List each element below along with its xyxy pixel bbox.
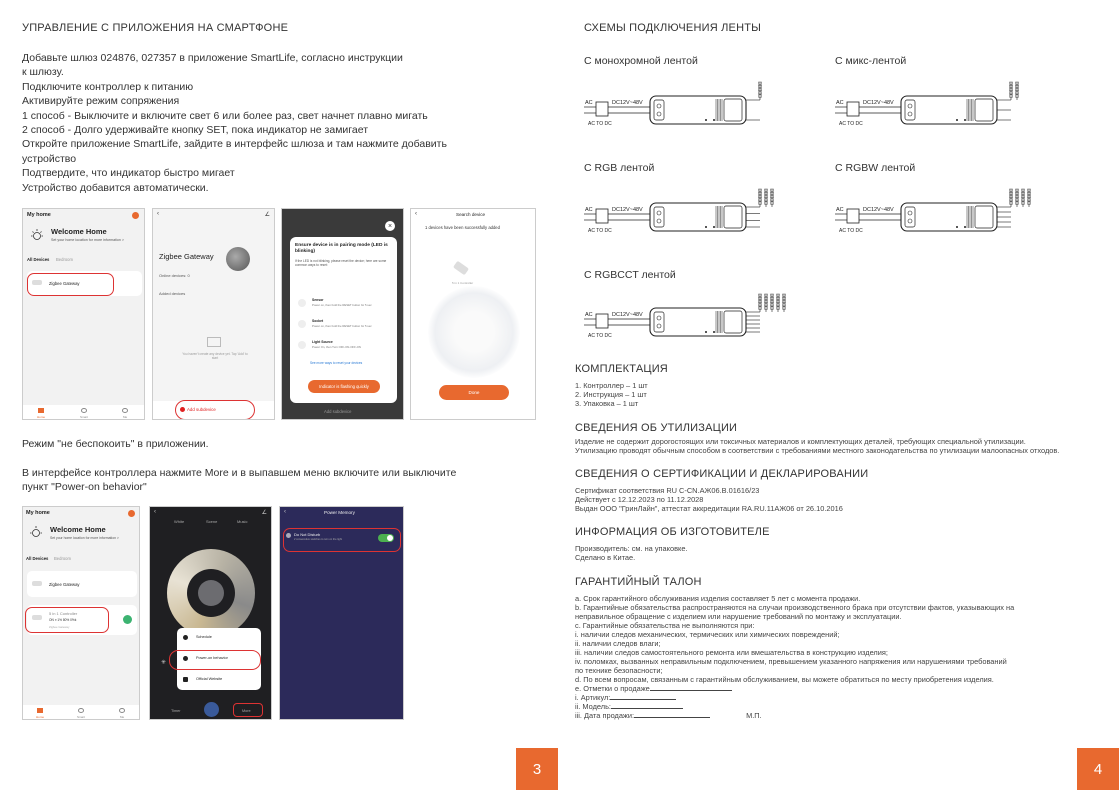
warranty-line: неправильное обращение с изделием или нарушение требований по монтажу и эксплуатации. xyxy=(575,612,902,621)
wiring-svg xyxy=(584,78,794,138)
more-instructions xyxy=(22,466,456,495)
blank-line[interactable] xyxy=(611,708,683,709)
ac-label: AC xyxy=(836,207,844,213)
screenshot-home xyxy=(22,208,145,420)
led-dot xyxy=(964,119,966,121)
diagram-label-mono: С монохромной лентой xyxy=(584,55,698,67)
manuf-line: Сделано в Китае. xyxy=(575,553,636,562)
brightness-icon: ✳ xyxy=(161,660,167,666)
nav-me[interactable]: Me xyxy=(120,715,125,719)
acdc-label: AC TO DC xyxy=(839,228,863,234)
instruction-line: Активируйте режим сопряжения xyxy=(22,95,180,108)
ac-label: AC xyxy=(585,100,593,106)
controller-body xyxy=(650,203,746,231)
radar-graphic xyxy=(428,286,520,378)
page-number-right: 4 xyxy=(1077,748,1119,790)
screenshot-home-2 xyxy=(22,506,140,720)
highlight-box xyxy=(233,703,263,717)
disposal-text xyxy=(575,437,1059,455)
controller-status: ON ✦1% 80% 0%k xyxy=(49,618,77,622)
gateway-title: Zigbee Gateway xyxy=(159,252,214,261)
sun-icon xyxy=(29,227,45,243)
power-supply xyxy=(847,209,859,223)
empty-message: You haven't create any device yet. Tap 'Add' to start xyxy=(182,352,248,360)
certification-text xyxy=(575,486,843,513)
welcome-title: Welcome Home xyxy=(51,227,107,236)
item-sensor-desc: Power on, then hold the RESET button for 5 sec xyxy=(312,303,372,307)
add-subdevice-label: Add subdevice xyxy=(324,409,352,414)
power-icon[interactable] xyxy=(123,615,132,624)
cert-line: Действует с 12.12.2023 по 11.12.2028 xyxy=(575,495,704,504)
screenshot-gateway xyxy=(152,208,275,420)
edit-icon[interactable]: ∠ xyxy=(264,212,270,218)
blank-line[interactable] xyxy=(634,717,710,718)
welcome-subtitle[interactable]: Set your home location for more information > xyxy=(51,238,125,242)
certification-title: СВЕДЕНИЯ О СЕРТИФИКАЦИИ И ДЕКЛАРИРОВАНИИ xyxy=(575,468,869,480)
welcome-title: Welcome Home xyxy=(50,525,106,534)
kit-item: 1. Контроллер – 1 шт xyxy=(575,381,648,390)
nav-home[interactable]: Home xyxy=(36,715,45,719)
highlight-box xyxy=(169,650,261,670)
warranty-field xyxy=(575,702,1014,711)
warranty-line xyxy=(575,684,1014,693)
tab-music[interactable]: Music xyxy=(237,519,248,524)
acdc-label: AC TO DC xyxy=(588,333,612,339)
instruction-line: устройство xyxy=(22,152,77,165)
wiring-diagram xyxy=(584,290,824,350)
pairing-heading: Ensure device is in pairing mode (LED is blinking) xyxy=(295,243,388,254)
disposal-title: СВЕДЕНИЯ ОБ УТИЛИЗАЦИИ xyxy=(575,422,738,434)
controller-body xyxy=(901,203,997,231)
controller-body xyxy=(901,96,997,124)
instruction-line: 1 способ - Выключите и включите свет 6 или более раз, свет начнет плавно мигать xyxy=(22,109,428,122)
smart-nav-icon[interactable] xyxy=(81,408,87,413)
wiring-svg xyxy=(835,78,1045,138)
warranty-line: b. Гарантийные обязательства распространяются на случаи производственного брака при отсутствии фактов, указывающих на xyxy=(575,603,1015,612)
highlight-box xyxy=(175,400,255,420)
field-sale-date: iii. Дата продажи: xyxy=(575,711,635,720)
acdc-label: AC TO DC xyxy=(839,121,863,127)
add-icon[interactable] xyxy=(132,212,139,219)
menu-schedule[interactable]: Schedule xyxy=(196,635,212,639)
me-nav-icon[interactable] xyxy=(122,408,128,413)
socket-icon xyxy=(298,320,306,328)
led-dot xyxy=(705,226,707,228)
gateway-card[interactable] xyxy=(27,571,137,597)
power-supply xyxy=(847,102,859,116)
led-dot xyxy=(956,226,958,228)
item-socket-name: Socket xyxy=(312,319,324,323)
instruction-line: Подтвердите, что индикатор быстро мигает xyxy=(22,167,235,180)
tab-all-devices[interactable]: All Devices xyxy=(26,556,49,561)
warranty-line: iv. поломках, вызванных неправильным подключением, превышением указанного напряжения или нарушениями требований xyxy=(575,657,1007,666)
wiring-diagram xyxy=(584,78,794,138)
warranty-line: c. Гарантийные обязательства не выполняются при: xyxy=(575,621,755,630)
warranty-field xyxy=(575,693,1014,702)
warranty-line: по технике безопасности; xyxy=(575,666,663,675)
kit-title: КОМПЛЕКТАЦИЯ xyxy=(575,363,668,375)
pairing-body: If the LED is not blinking, please reset the device; here are some common ways to reset: xyxy=(295,259,387,267)
controller-icon xyxy=(453,261,469,276)
warranty-line: d. По всем вопросам, связанным с гарантийным обслуживанием, вы можете обратиться по месту приобретения изделия. xyxy=(575,675,994,684)
led-dot xyxy=(713,119,715,121)
empty-box-icon xyxy=(207,337,221,347)
device-name: Zigbee Gateway xyxy=(49,281,80,286)
controller-name: 5 in 1 Controller xyxy=(49,611,78,616)
power-button[interactable] xyxy=(204,702,219,717)
close-icon[interactable]: × xyxy=(385,221,395,231)
tab-bedroom[interactable]: Bedroom xyxy=(54,556,71,561)
instruction-line: Подключите контроллер к питанию xyxy=(22,80,194,93)
wiring-diagram xyxy=(835,185,1045,245)
warranty-line: a. Срок гарантийного обслуживания изделия составляет 5 лет с момента продажи. xyxy=(575,594,861,603)
done-button[interactable]: Done xyxy=(439,385,509,400)
disposal-line: Изделие не содержит дорогостоящих или токсичных материалов и комплектующих деталей, требующих специальной утилизации. xyxy=(575,437,1026,446)
warranty-line: i. наличии следов механических, термических или химических повреждений; xyxy=(575,630,840,639)
blank-line[interactable] xyxy=(650,690,732,691)
manufacturer-text xyxy=(575,544,688,562)
power-supply xyxy=(596,314,608,328)
instruction-line: В интерфейсе контроллера нажмите More и в выпавшем меню включите или выключите xyxy=(22,467,457,479)
dc-label: DC12V~48V xyxy=(863,100,894,106)
field-model: ii. Модель: xyxy=(575,702,611,711)
highlight-box xyxy=(27,273,114,296)
item-light-name: Light Source xyxy=(312,340,333,344)
website-icon xyxy=(183,677,188,682)
right-page-title: СХЕМЫ ПОДКЛЮЧЕНИЯ ЛЕНТЫ xyxy=(584,22,762,34)
acdc-label: AC TO DC xyxy=(588,228,612,234)
back-icon[interactable]: ‹ xyxy=(157,211,159,217)
add-subdevice-button[interactable]: Add subdevice xyxy=(187,407,216,412)
tab-all-devices[interactable]: All Devices xyxy=(27,257,50,262)
menu-power-on-behavior[interactable]: Power-on behavior xyxy=(196,656,228,660)
more-button[interactable]: More xyxy=(242,709,251,713)
add-icon[interactable] xyxy=(128,510,135,517)
acdc-label: AC TO DC xyxy=(588,121,612,127)
bulb-icon xyxy=(198,580,224,606)
ac-label: AC xyxy=(585,207,593,213)
back-icon[interactable]: ‹ xyxy=(154,509,156,515)
diagram-label-rgbw: С RGBW лентой xyxy=(835,162,916,174)
instruction-line: Устройство добавится автоматически. xyxy=(22,181,209,194)
back-icon[interactable]: ‹ xyxy=(415,211,417,217)
more-reset-link[interactable]: See more ways to reset your devices xyxy=(310,361,363,365)
power-memory-title: Power Memory xyxy=(324,510,355,515)
kit-item: 3. Упаковка – 1 шт xyxy=(575,399,639,408)
smart-nav-icon[interactable] xyxy=(78,708,84,713)
wiring-svg xyxy=(584,185,794,245)
warranty-line: iii. наличии следов самостоятельного ремонта или вмешательства в конструкцию изделия; xyxy=(575,648,888,657)
dc-label: DC12V~48V xyxy=(612,312,643,318)
page-number-left: 3 xyxy=(516,748,558,790)
screenshot-controller xyxy=(149,506,272,720)
dnd-subtitle: 2 consecutive switches to turn on the light xyxy=(294,538,343,541)
search-title: Search device xyxy=(456,212,486,217)
highlight-box xyxy=(283,528,401,552)
home-selector[interactable]: My home xyxy=(27,212,51,218)
instruction-line: Откройте приложение SmartLife, зайдите в интерфейс шлюза и там нажмите добавить xyxy=(22,138,447,151)
led-dot xyxy=(956,119,958,121)
bottom-nav xyxy=(23,405,145,420)
stamp-label: М.П. xyxy=(746,711,762,720)
diagram-label-rgbcct: С RGBCCT лентой xyxy=(584,269,676,281)
warranty-text xyxy=(575,594,1014,720)
wiring-svg xyxy=(584,290,824,350)
home-nav-icon[interactable] xyxy=(37,708,43,713)
tab-scene[interactable]: Scene xyxy=(206,519,218,524)
dc-label: DC12V~48V xyxy=(612,100,643,106)
edit-icon[interactable]: ∠ xyxy=(261,510,267,516)
cert-line: Сертификат соответствия RU C-CN.АЖ06.В.01616/23 xyxy=(575,486,760,495)
nav-smart[interactable]: Smart xyxy=(77,715,86,719)
back-icon[interactable]: ‹ xyxy=(284,509,286,515)
screenshot-pairing xyxy=(281,208,404,420)
me-nav-icon[interactable] xyxy=(119,708,125,713)
led-dot xyxy=(713,226,715,228)
power-supply xyxy=(596,102,608,116)
indicator-flashing-button[interactable]: Indicator is flashing quickly xyxy=(308,380,380,393)
controller-gateway: Zigbee Gateway xyxy=(49,625,70,629)
bottom-nav xyxy=(23,705,140,720)
led-dot xyxy=(964,226,966,228)
warranty-field xyxy=(575,711,1014,720)
nav-home[interactable]: Home xyxy=(37,415,46,419)
pairing-instructions xyxy=(22,51,447,195)
led-dot xyxy=(713,331,715,333)
led-dot xyxy=(705,119,707,121)
item-socket-desc: Power on, then hold the RESET button for 5 sec xyxy=(312,324,372,328)
device-name: Zigbee Gateway xyxy=(49,582,80,587)
search-message: 1 devices have been successfully added xyxy=(425,225,500,230)
screenshot-search xyxy=(410,208,536,420)
power-supply xyxy=(596,209,608,223)
tab-bedroom[interactable]: Bedroom xyxy=(56,257,73,262)
found-device-name: 5 in 1 Controller xyxy=(452,281,474,285)
schedule-icon xyxy=(183,635,188,640)
instruction-line: 2 способ - Долго удерживайте кнопку SET, пока индикатор не замигает xyxy=(22,124,369,137)
kit-list xyxy=(575,381,648,408)
sun-icon xyxy=(28,524,44,540)
diagram-label-mix: С микс-лентой xyxy=(835,55,907,67)
item-light-desc: Power On, then Turn OFF-ON-OFF-ON xyxy=(312,345,361,349)
field-article: i. Артикул: xyxy=(575,693,611,702)
pairing-dialog xyxy=(290,237,397,403)
cert-line: Выдан ООО "ГринЛайн", аттестат аккредитации RA.RU.11АЖ06 от 26.10.2016 xyxy=(575,504,843,513)
diagram-label-rgb: С RGB лентой xyxy=(584,162,655,174)
gateway-image xyxy=(226,247,250,271)
dnd-label: Do Not Disturb xyxy=(294,532,321,537)
instruction-line: пункт "Power-on behavior" xyxy=(22,481,147,494)
wiring-diagram xyxy=(835,78,1045,138)
screenshot-power-memory xyxy=(279,506,404,720)
menu-official-website[interactable]: Official Website xyxy=(196,677,223,681)
led-dot xyxy=(705,331,707,333)
left-page-title: УПРАВЛЕНИЕ С ПРИЛОЖЕНИЯ НА СМАРТФОНЕ xyxy=(22,22,289,34)
wiring-svg xyxy=(835,185,1045,245)
controller-body xyxy=(650,96,746,124)
instruction-line: Добавьте шлюз 024876, 027357 в приложение SmartLife, согласно инструкции xyxy=(22,52,403,64)
online-devices: Online devices: 0 xyxy=(159,273,190,278)
wiring-diagram xyxy=(584,185,794,245)
nav-me[interactable]: Me xyxy=(123,415,128,419)
highlight-box xyxy=(25,607,109,633)
sale-marks-label: e. Отметки о продаже xyxy=(575,684,650,693)
timer-button[interactable]: Timer xyxy=(171,709,181,713)
item-sensor-name: Sensor xyxy=(312,298,324,302)
dc-label: DC12V~48V xyxy=(863,207,894,213)
disposal-line: Утилизацию проводят обычным способом в соответствии с требованиями местного законодательства по утилизации малоопасных отходов. xyxy=(575,446,1060,455)
ac-label: AC xyxy=(836,100,844,106)
welcome-subtitle[interactable]: Set your home location for more information > xyxy=(50,536,119,540)
added-devices: Added devices xyxy=(159,291,186,296)
sensor-icon xyxy=(298,299,306,307)
bulb-icon xyxy=(298,341,306,349)
ac-label: AC xyxy=(585,312,593,318)
blank-line[interactable] xyxy=(610,699,676,700)
home-selector[interactable]: My home xyxy=(26,510,50,516)
gateway-device-icon xyxy=(32,581,42,586)
manufacturer-title: ИНФОРМАЦИЯ ОБ ИЗГОТОВИТЕЛЕ xyxy=(575,526,770,538)
manuf-line: Производитель: см. на упаковке. xyxy=(575,544,688,553)
nav-smart[interactable]: Smart xyxy=(80,415,89,419)
controller-body xyxy=(650,308,746,336)
warranty-title: ГАРАНТИЙНЫЙ ТАЛОН xyxy=(575,576,702,588)
instruction-line: к шлюзу. xyxy=(22,66,64,79)
home-nav-icon[interactable] xyxy=(38,408,44,413)
kit-item: 2. Инструкция – 1 шт xyxy=(575,390,647,399)
dc-label: DC12V~48V xyxy=(612,207,643,213)
tab-white[interactable]: White xyxy=(174,519,185,524)
warranty-line: ii. наличии следов влаги; xyxy=(575,639,661,648)
dnd-text: Режим "не беспокоить" в приложении. xyxy=(22,438,209,450)
